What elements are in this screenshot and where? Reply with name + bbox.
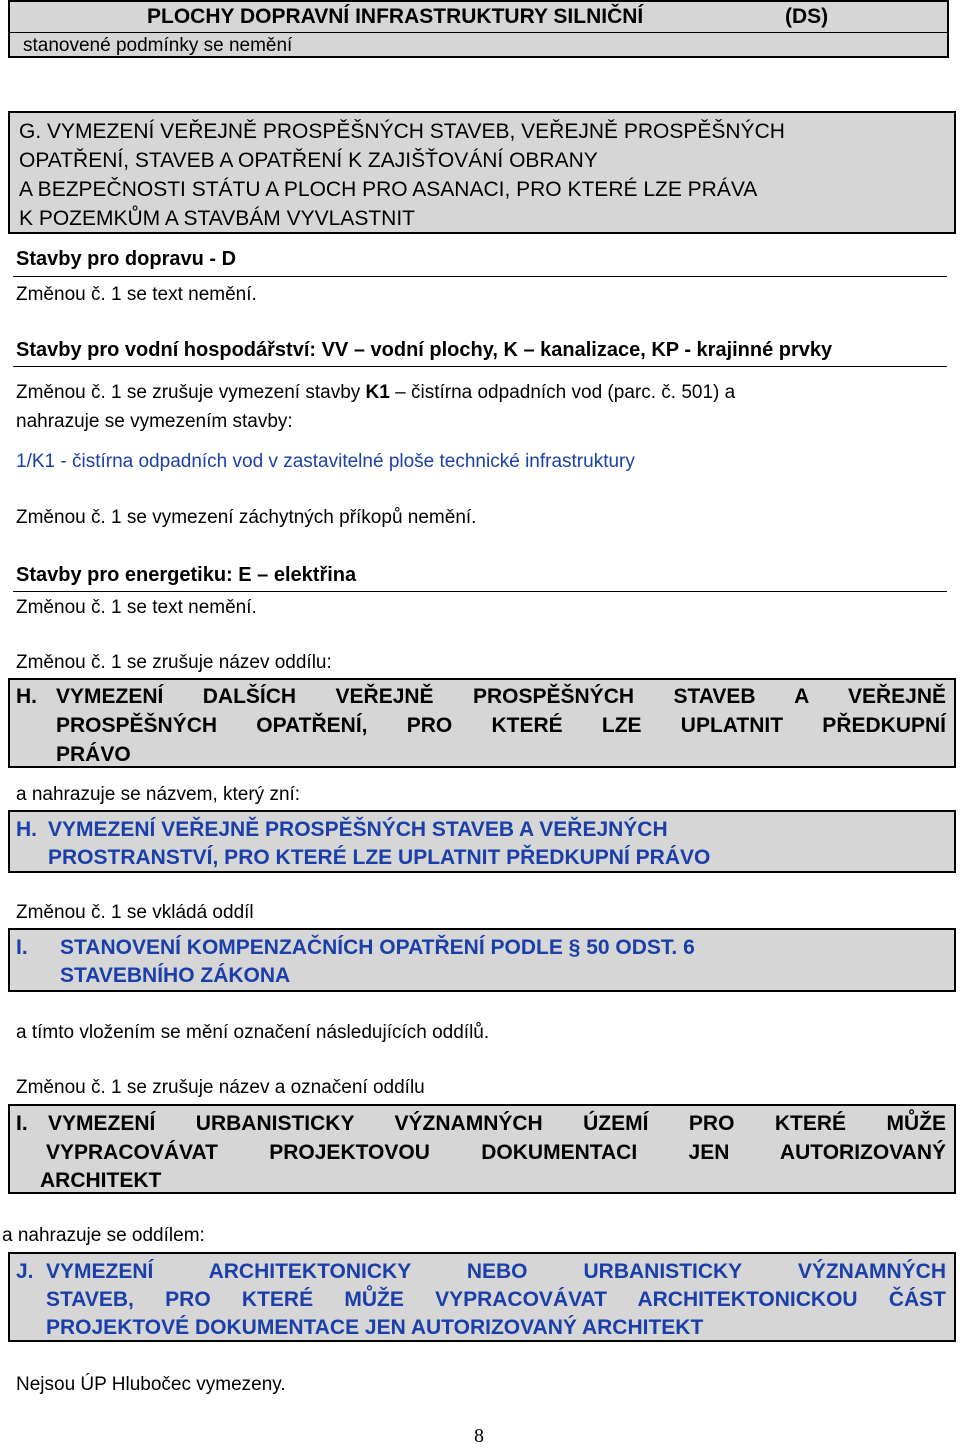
old-h-line: PRÁVO <box>56 743 131 766</box>
old-i-heading-box <box>8 1104 956 1194</box>
new-j-line: PROJEKTOVÉ DOKUMENTACE JEN AUTORIZOVANÝ ARCHITEKT <box>46 1316 704 1339</box>
section-g-line: A BEZPEČNOSTI STÁTU A PLOCH PRO ASANACI, PRO KTERÉ LZE PRÁVA <box>19 178 758 201</box>
new-h-line: VYMEZENÍ VEŘEJNĚ PROSPĚŠNÝCH STAVEB A VEŘEJNÝCH <box>48 818 668 841</box>
section-g-heading-box <box>8 111 956 234</box>
new-j-line: VYMEZENÍ ARCHITEKTONICKY NEBO URBANISTICKY VÝZNAMNÝCH <box>46 1260 946 1283</box>
header-subtitle: stanovené podmínky se nemění <box>23 35 293 56</box>
header-code: (DS) <box>785 5 829 28</box>
energetika-heading: Stavby pro energetiku: E – elektřina <box>16 564 357 586</box>
insert-i-line: STANOVENÍ KOMPENZAČNÍCH OPATŘENÍ PODLE § 50 ODST. 6 <box>60 936 695 959</box>
old-i-letter: I. <box>16 1112 28 1135</box>
vodni-change-post: – čistírna odpadních vod (parc. č. 501) a <box>389 382 736 403</box>
insert-i-note: a tímto vložením se mění označení následujících oddílů. <box>16 1022 490 1043</box>
new-h-letter: H. <box>16 818 37 841</box>
old-i-line: ARCHITEKT <box>40 1169 162 1192</box>
energetika-rule <box>13 591 947 592</box>
new-h-heading-box <box>8 810 956 873</box>
old-h-heading-box <box>8 678 956 768</box>
vodni-new-item: 1/K1 - čistírna odpadních vod v zastavitelné ploše technické infrastruktury <box>16 451 635 472</box>
header-table <box>8 0 949 58</box>
section-g-line: OPATŘENÍ, STAVEB A OPATŘENÍ K ZAJIŠŤOVÁNÍ OBRANY <box>19 149 598 172</box>
change-i-intro: Změnou č. 1 se zrušuje název a označení oddílu <box>16 1077 425 1098</box>
header-divider <box>10 32 947 33</box>
new-j-line: STAVEB, PRO KTERÉ MŮŽE VYPRACOVÁVAT ARCHITEKTONICKOU ČÁST <box>46 1288 946 1311</box>
old-h-line: VYMEZENÍ DALŠÍCH VEŘEJNĚ PROSPĚŠNÝCH STAVEB A VEŘEJNĚ <box>56 685 946 708</box>
vodni-change-line2: nahrazuje se vymezením stavby: <box>16 411 293 432</box>
vodni-change-line <box>16 382 735 404</box>
section-g-line: K POZEMKŮM A STAVBÁM VYVLASTNIT <box>19 207 415 230</box>
vodni-change-pre: Změnou č. 1 se zrušuje vymezení stavby <box>16 382 366 403</box>
insert-i-heading-box <box>8 928 956 992</box>
old-i-line: VYMEZENÍ URBANISTICKY VÝZNAMNÝCH ÚZEMÍ PRO KTERÉ MŮŽE <box>48 1112 946 1135</box>
insert-i-letter: I. <box>16 936 28 959</box>
vodni-rule <box>13 366 947 367</box>
doprava-rule <box>13 276 947 277</box>
energetika-text: Změnou č. 1 se text nemění. <box>16 597 257 618</box>
insert-i-intro: Změnou č. 1 se vkládá oddíl <box>16 902 254 923</box>
old-h-line: PROSPĚŠNÝCH OPATŘENÍ, PRO KTERÉ LZE UPLATNIT PŘEDKUPNÍ <box>56 714 946 737</box>
new-j-letter: J. <box>16 1260 34 1283</box>
doprava-text: Změnou č. 1 se text nemění. <box>16 284 257 305</box>
section-g-line: G. VYMEZENÍ VEŘEJNĚ PROSPĚŠNÝCH STAVEB, VEŘEJNĚ PROSPĚŠNÝCH <box>19 120 785 143</box>
old-h-letter: H. <box>16 685 37 708</box>
doprava-heading: Stavby pro dopravu - D <box>16 248 237 270</box>
new-j-heading-box <box>8 1252 956 1342</box>
closing-text: Nejsou ÚP Hlubočec vymezeny. <box>16 1374 286 1395</box>
change-h-replace-intro: a nahrazuje se názvem, který zní: <box>16 784 301 805</box>
old-i-line: VYPRACOVÁVAT PROJEKTOVOU DOKUMENTACI JEN AUTORIZOVANÝ <box>46 1141 946 1164</box>
vodni-change-code: K1 <box>365 382 390 403</box>
change-i-replace-intro: a nahrazuje se oddílem: <box>2 1225 205 1246</box>
new-h-line: PROSTRANSTVÍ, PRO KTERÉ LZE UPLATNIT PŘEDKUPNÍ PRÁVO <box>48 846 711 869</box>
page-number: 8 <box>474 1425 484 1447</box>
vodni-heading: Stavby pro vodní hospodářství: VV – vodní plochy, K – kanalizace, KP - krajinné prvky <box>16 339 833 361</box>
vodni-prikopy: Změnou č. 1 se vymezení záchytných příkopů nemění. <box>16 507 477 528</box>
change-h-intro: Změnou č. 1 se zrušuje název oddílu: <box>16 652 332 673</box>
header-title: PLOCHY DOPRAVNÍ INFRASTRUKTURY SILNIČNÍ <box>147 5 644 28</box>
insert-i-line: STAVEBNÍHO ZÁKONA <box>60 964 291 987</box>
